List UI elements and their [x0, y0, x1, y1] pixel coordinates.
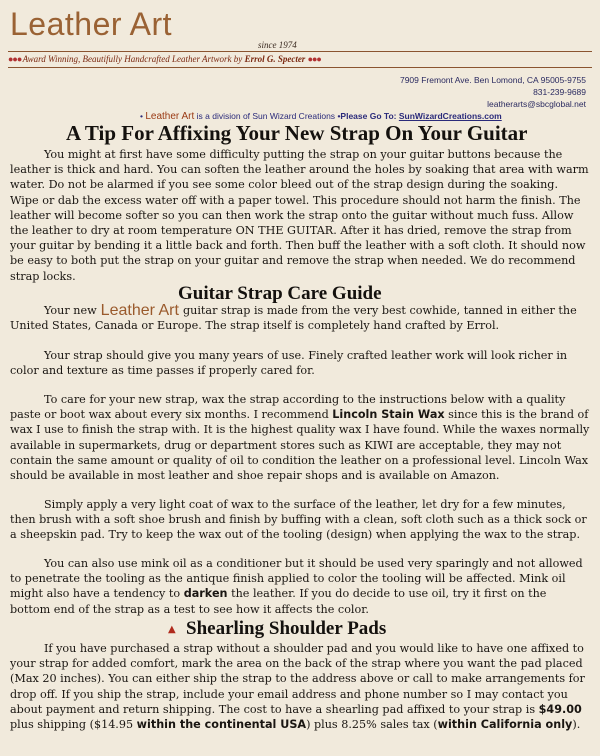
- lincoln-wax-bold: Lincoln Stain Wax: [332, 408, 445, 422]
- care-paragraph-3: [10, 392, 590, 483]
- ornament-dots: ●●●: [8, 54, 23, 64]
- shearling-end: ).: [572, 718, 581, 732]
- phone: 831-239-9689: [533, 87, 586, 97]
- tagline-text: Award Winning, Beautifully Handcrafted Leather Artwork by: [22, 54, 243, 64]
- care-p5-end: the leather. If you do decide to use oil, try it first on the bottom end of the strap as a test to see how it affects the color.: [10, 587, 547, 616]
- website-link[interactable]: SunWizardCreations.com: [398, 111, 502, 121]
- care-p1-end: guitar strap is made from the very best cowhide, tanned in either the United States, Canada or Europe. The strap itself is completely hand crafted by Errol.: [10, 304, 577, 333]
- california-bold: within California only: [437, 718, 573, 732]
- division-text: is a division of Sun Wizard Creations: [196, 111, 336, 121]
- ornament-dots-right: ●●●: [307, 54, 321, 64]
- shearling-mid1: plus shipping ($14.95: [10, 718, 134, 732]
- email[interactable]: leatherarts@sbcglobal.net: [487, 99, 586, 109]
- since-year: since 1974: [258, 40, 297, 50]
- care-p3-start: To care for your new strap, wax the strap according to the instructions below with a quality paste or boot wax about every six months. I recommend: [10, 393, 566, 422]
- shearling-paragraph: [10, 641, 590, 732]
- please-go-to: •Please Go To:: [337, 111, 397, 121]
- care-p1-start: Your new: [44, 304, 97, 317]
- continental-bold: within the continental USA: [136, 718, 307, 732]
- darken-bold: darken: [183, 587, 228, 601]
- care-title: Guitar Strap Care Guide: [178, 283, 382, 304]
- inline-brand-logo: Leather Art: [100, 302, 179, 319]
- tagline: [8, 54, 592, 64]
- price-bold: $49.00: [538, 702, 582, 716]
- brand-logo: Leather Art: [10, 6, 173, 42]
- division-brand: Leather Art: [145, 111, 195, 122]
- tip-title: A Tip For Affixing Your New Strap On Your Guitar: [66, 121, 528, 145]
- care-paragraph-1: [10, 303, 590, 333]
- address: 7909 Fremont Ave. Ben Lomond, CA 95005-9755: [399, 75, 586, 85]
- care-p3-end: since this is the brand of wax I use to finish the strap with. It is the highest quality wax I have found. While the waxes normally available in supermarkets, drug or department stores such as KIWI are acceptable, they may not contain the same amount or quality of oil to condition the leather on a professional level. Lincoln Wax should be available in most leather and shoe repair shops and is available on Amazon.: [10, 408, 590, 483]
- tagline-author: Errol G. Specter: [244, 54, 306, 64]
- care-paragraph-4: Simply apply a very light coat of wax to the surface of the leather, let dry for a few minutes, then brush with a soft shoe brush and finish by buffing with a clean, soft cloth such as a thick sock or a sheepskin pad. Try to keep the wax out of the tooling (design) when applying the wax to the strap.: [10, 498, 587, 542]
- bullet: •: [140, 111, 146, 121]
- shearling-start: If you have purchased a strap without a shoulder pad and you would like to have one affixed to your strap for added comfort, mark the area on the back of the strap where you want the pad placed (Max 20 inches). You can either ship the strap to the address above or call to make arrangements for drop off. If you ship the strap, include your email address and phone number so I may contact you about payment and return shipping. The cost to have a shearling pad affixed to your strap is: [10, 642, 585, 716]
- care-p5-start: You can also use mink oil as a conditioner but it should be used very sparingly and not allowed to penetrate the tooling as the antique finish applied to color the tooling will be affected. Mink oil might also have a tendency to: [10, 557, 583, 601]
- care-paragraph-2: Your strap should give you many years of use. Finely crafted leather work will look richer in color and texture as time passes if properly cared for.: [10, 349, 568, 378]
- tip-paragraph: You might at first have some difficulty putting the strap on your guitar buttons because the leather is thick and hard. You can soften the leather around the holes by soaking that area with warm water. Do not be alarmed if you see some color bleed out of the strap design during the soaking. Wipe or dab the excess water off with a paper towel. This procedure should not harm the finish. The leather will become softer so you can then work the strap onto the guitar without much fuss. Allow the leather to dry at room temperature ON THE GUITAR. After it has dried, remove the strap from your guitar by bending it a little back and forth. Then buff the leather with a soft cloth. It should now be easy to both put the strap on your guitar and remove the strap when needed. We do recommend strap locks.: [10, 148, 589, 283]
- shearling-title: Shearling Shoulder Pads: [186, 618, 387, 639]
- header-divider-top: [8, 51, 592, 52]
- header-divider-bottom: [8, 67, 592, 68]
- shearling-mid2: ) plus 8.25% sales tax (: [306, 718, 438, 732]
- red-mark-icon: ▲: [168, 624, 176, 635]
- care-paragraph-5: [10, 556, 590, 617]
